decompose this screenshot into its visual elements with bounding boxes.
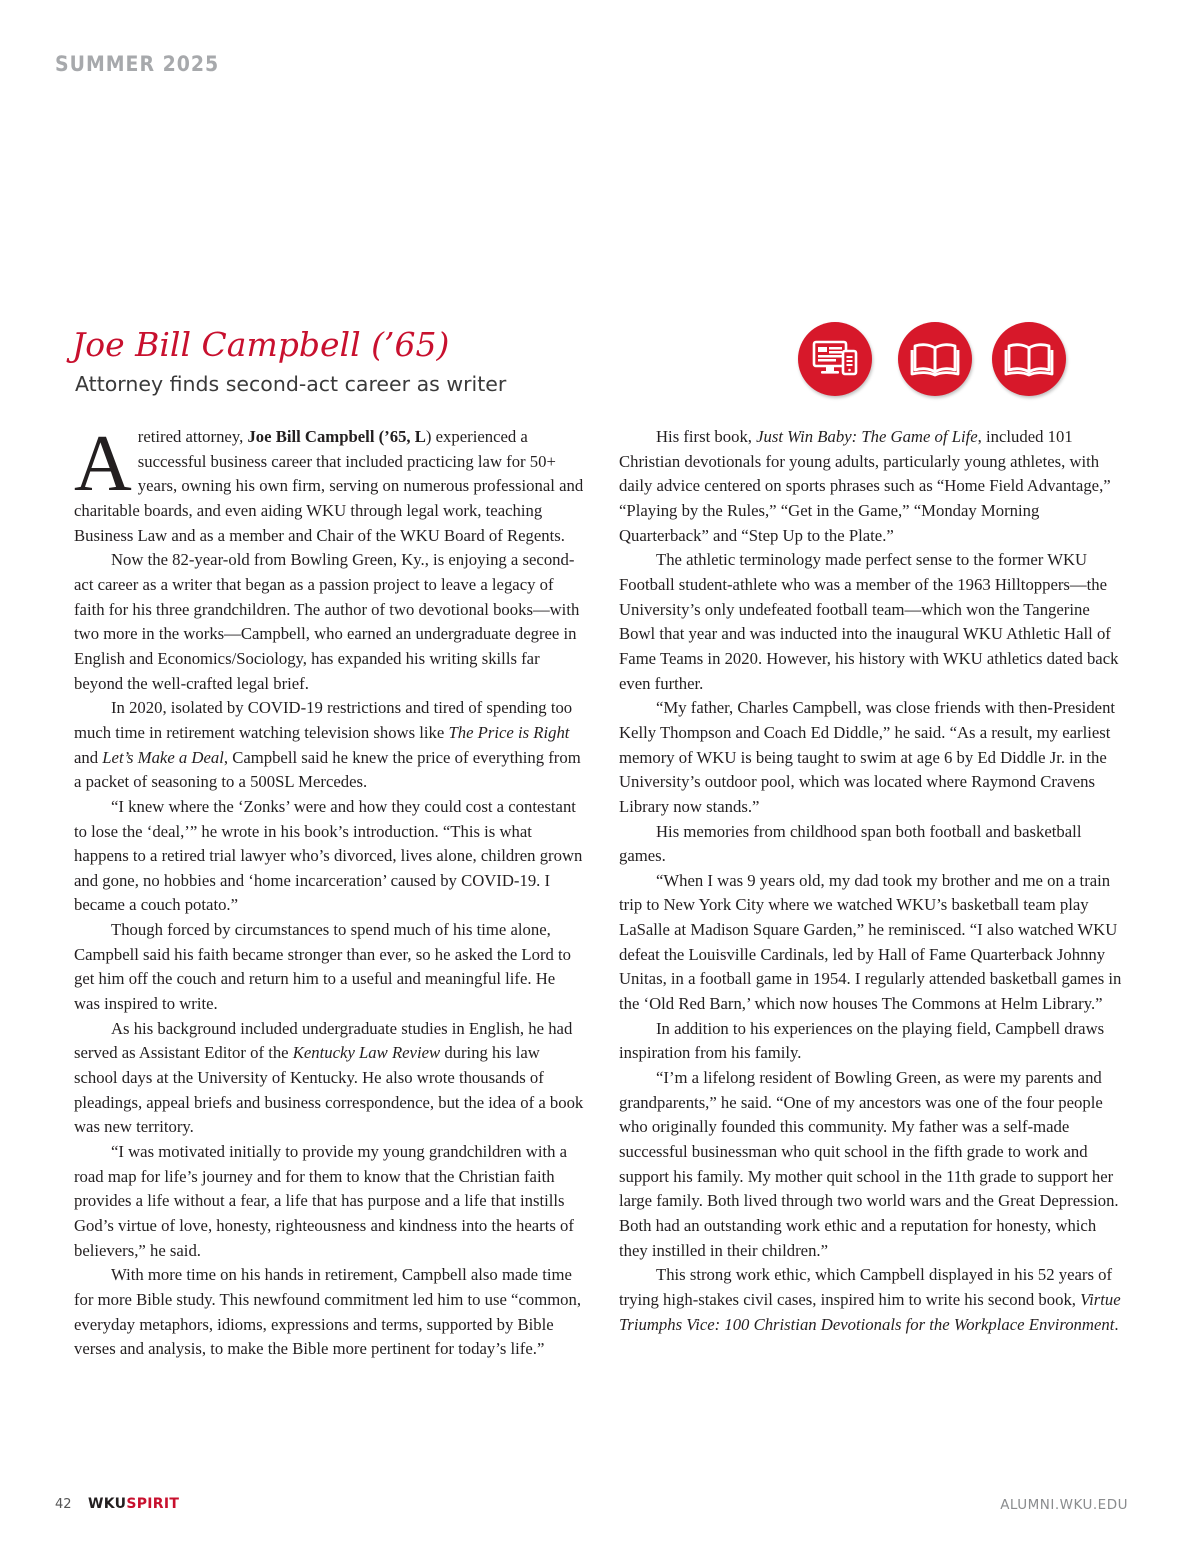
book-title: Virtue Triumphs Vice: 100 Christian Devotionals for the Workplace Environment [619,1289,1121,1334]
paragraph: His first book, Just Win Baby: The Game of Life, included 101 Christian devotionals for young adults, particularly young athletes, with daily advice centered on sports phrases such as “Home Field Advantage,” “Playing by the Rules,” “Get in the Game,” “Monday Morning Quarterback” and “Step Up to the Plate.” [619,427,1111,545]
issue-date: SUMMER 2025 [55,52,220,76]
paragraph: His memories from childhood span both football and basketball games. [619,821,1082,866]
paragraph: Aretired attorney, Joe Bill Campbell (’65, L) experienced a successful business career that included practicing law for 50+ years, owning his own firm, serving on numerous professional and charitable boards, and even aiding WKU through legal work, teaching Business Law and as a member and Chair of the WKU Board of Regents. [74,420,584,545]
paragraph: In addition to his experiences on the playing field, Campbell draws inspiration from his family. [619,1018,1105,1063]
paragraph: “When I was 9 years old, my dad took my brother and me on a train trip to New York City where we watched WKU’s basketball team play LaSalle at Madison Square Garden,” he reminisced. “I also watched WKU defeat the Louisville Cardinals, led by Hall of Fame Quarterback Johnny Unitas, in a football game in 1954. I regularly attended basketball games in the ‘Old Red Barn,’ which now houses The Commons at Helm Library.” [619,870,1122,1014]
paragraph: “I’m a lifelong resident of Bowling Green, as were my parents and grandparents,” he said. “One of my ancestors was one of the four people who originally founded this community. My father was a self-made successful businessman who quit school in the fifth grade to work and support his family. My mother quit school in the 11th grade to support her large family. Both lived through two world wars and the Great Depression. Both had an outstanding work ethic and a reputation for honesty, which they instilled in their children.” [619,1068,1119,1260]
article-subtitle: Attorney finds second-act career as writer [75,372,507,396]
open-book-icon [898,322,972,396]
article-title: Joe Bill Campbell (’65) [72,325,450,364]
paragraph: In 2020, isolated by COVID-19 restrictions and tired of spending too much time in retirement watching television shows like The Price is Right and Let’s Make a Deal, Campbell said he knew the price of everything from a packet of seasoning to a 500SL Mercedes. [74,698,581,792]
paragraph: As his background included undergraduate studies in English, he had served as Assistant Editor of the Kentucky Law Review during his law school days at the University of Kentucky. He also wrote thousands of pleadings, appeal briefs and business correspondence, but the idea of a book was new territory. [74,1018,584,1137]
article-column-left [74,420,584,1362]
drop-cap: A [74,420,132,508]
paragraph: Though forced by circumstances to spend much of his time alone, Campbell said his faith became stronger than ever, so he asked the Lord to get him off the couch and return him to a useful and meaningful life. He was inspired to write. [74,920,572,1014]
paragraph: The athletic terminology made perfect sense to the former WKU Football student-athlete who was a member of the 1963 Hilltoppers—the University’s only undefeated football team—which won the Tangerine Bowl that year and was inducted into the inaugural WKU Athletic Hall of Fame Teams in 2020. However, his history with WKU athletics dated back even further. [619,550,1119,693]
person-name: Joe Bill Campbell (’65, L [247,427,426,446]
paragraph: This strong work ethic, which Campbell displayed in his 52 years of trying high-stakes civil cases, inspired him to write his second book, Virtue Triumphs Vice: 100 Christian Devotionals for the Workplace Environment. [619,1265,1121,1334]
paragraph: With more time on his hands in retirement, Campbell also made time for more Bible study. This newfound commitment led him to use “common, everyday metaphors, idioms, expressions and terms, supported by Bible verses and analysis, to make the Bible more pertinent for today’s life.” [74,1265,582,1359]
footer-url: ALUMNI.WKU.EDU [1000,1497,1128,1513]
paragraph: “I knew where the ‘Zonks’ were and how they could cost a contestant to lose the ‘deal,’” he wrote in his book’s introduction. “This is what happens to a retired trial lawyer who’s divorced, lives alone, children grown and gone, no hobbies and ‘home incarceration’ caused by COVID-19. I became a couch potato.” [74,796,583,915]
paragraph: Now the 82-year-old from Bowling Green, Ky., is enjoying a second-act career as a writer that began as a passion project to leave a legacy of faith for his three grandchildren. The author of two devotional books—with two more in the works—Campbell, who earned an undergraduate degree in English and Economics/Sociology, has expanded his writing skills far beyond the well-crafted legal brief. [74,550,580,693]
paragraph: “I was motivated initially to provide my young grandchildren with a road map for life’s journey and for them to know that the Christian faith provides a life without a fear, a life that has purpose and a life that instills God’s virtue of love, honesty, righteousness and kindness into the hearts of believers,” he said. [74,1142,574,1260]
page-number: 42 [55,1497,72,1512]
article-column-right [619,425,1129,1337]
paragraph: “My father, Charles Campbell, was close friends with then-President Kelly Thompson and Coach Ed Diddle,” he said. “As a result, my earliest memory of WKU is being taught to swim at age 6 by Ed Diddle Jr. in the University’s outdoor pool, which was located where Raymond Cravens Library now stands.” [619,698,1116,816]
book-title: Just Win Baby: The Game of Life [756,427,978,446]
magazine-brand: WKUSPIRIT [88,1496,180,1512]
computer-mobile-icon [798,322,872,396]
open-book-icon [992,322,1066,396]
